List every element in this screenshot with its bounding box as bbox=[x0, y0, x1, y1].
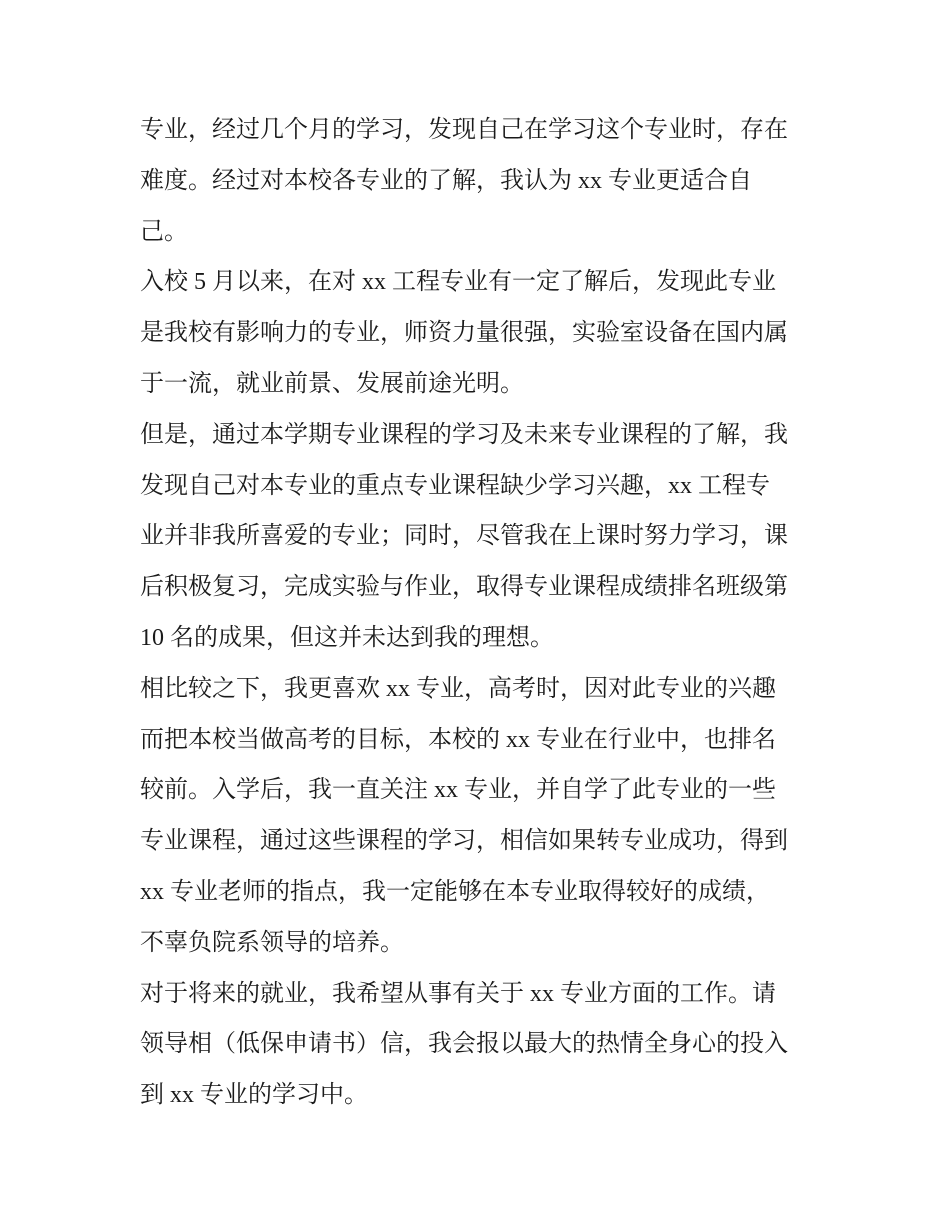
text-line: 不辜负院系领导的培养。 bbox=[140, 929, 404, 956]
text-line: 入校 5 月以来，在对 xx 工程专业有一定了解后，发现此专业 bbox=[140, 269, 776, 296]
text-line: 发现自己对本专业的重点专业课程缺少学习兴趣，xx 工程专 bbox=[140, 472, 770, 499]
text-line: 相比较之下，我更喜欢 xx 专业，高考时，因对此专业的兴趣 bbox=[140, 675, 776, 702]
text-line: 专业课程，通过这些课程的学习，相信如果转专业成功，得到 bbox=[140, 828, 788, 855]
text-line: 己。 bbox=[140, 218, 188, 245]
text-line: 是我校有影响力的专业，师资力量很强，实验室设备在国内属 bbox=[140, 320, 788, 347]
text-line: 于一流，就业前景、发展前途光明。 bbox=[140, 370, 524, 397]
text-line: 专业，经过几个月的学习，发现自己在学习这个专业时，存在 bbox=[140, 117, 788, 143]
text-line: 后积极复习，完成实验与作业，取得专业课程成绩排名班级第 bbox=[140, 574, 788, 601]
text-line: 10 名的成果，但这并未达到我的理想。 bbox=[140, 624, 554, 651]
text-line: 到 xx 专业的学习中。 bbox=[140, 1082, 368, 1109]
text-line: 而把本校当做高考的目标，本校的 xx 专业在行业中，也排名 bbox=[140, 726, 776, 753]
text-line: 领导相（低保申请书）信，我会报以最大的热情全身心的投入 bbox=[140, 1031, 788, 1058]
text-line: xx 专业老师的指点，我一定能够在本专业取得较好的成绩， bbox=[140, 878, 770, 905]
text-line: 业并非我所喜爱的专业；同时，尽管我在上课时努力学习，课 bbox=[140, 523, 788, 550]
text-line: 对于将来的就业，我希望从事有关于 xx 专业方面的工作。请 bbox=[140, 980, 776, 1007]
text-line: 但是，通过本学期专业课程的学习及未来专业课程的了解，我 bbox=[140, 421, 788, 448]
text-line: 难度。经过对本校各专业的了解，我认为 xx 专业更适合自 bbox=[140, 167, 752, 194]
text-line: 较前。入学后，我一直关注 xx 专业，并自学了此专业的一些 bbox=[140, 777, 776, 804]
document-body bbox=[140, 105, 840, 1121]
